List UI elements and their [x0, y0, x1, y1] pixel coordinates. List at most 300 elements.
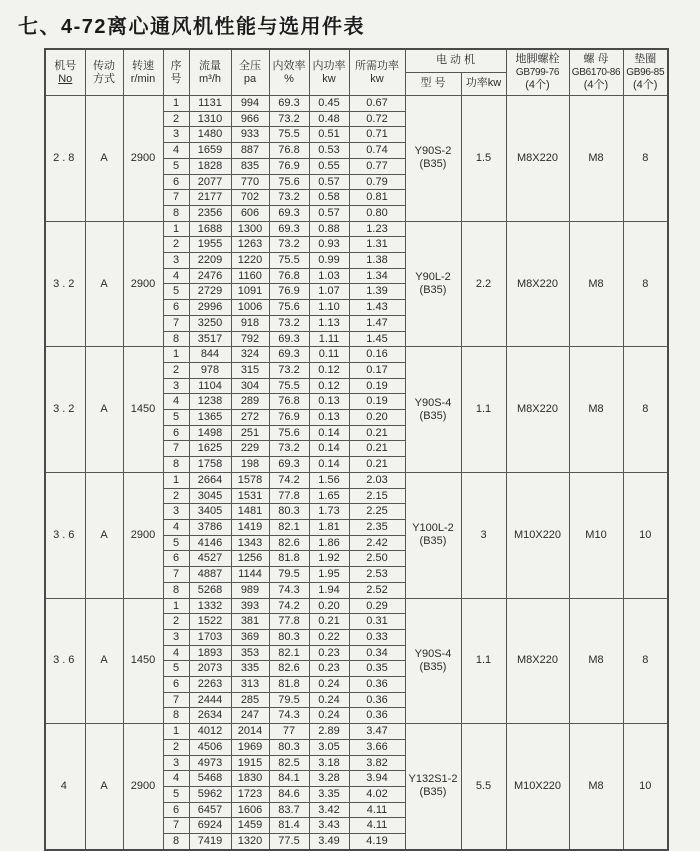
cell-seq: 6: [163, 677, 189, 693]
cell-inner-power: 0.22: [309, 629, 349, 645]
cell-seq: 2: [163, 362, 189, 378]
cell-efficiency: 82.6: [269, 661, 309, 677]
table-header: [45, 49, 668, 96]
col-header-pressure: 全压 pa: [231, 49, 269, 96]
col-header-seq: 序 号: [163, 49, 189, 96]
cell-efficiency: 69.3: [269, 96, 309, 112]
cell-pressure: 1459: [231, 818, 269, 834]
cell-flow: 4527: [189, 551, 231, 567]
cell-pressure: 353: [231, 645, 269, 661]
cell-efficiency: 82.5: [269, 755, 309, 771]
col-header-inner-power: 内功率 kw: [309, 49, 349, 96]
cell-required-power: 0.36: [349, 708, 405, 724]
cell-flow: 3250: [189, 315, 231, 331]
cell-flow: 1703: [189, 629, 231, 645]
cell-efficiency: 83.7: [269, 802, 309, 818]
cell-required-power: 4.11: [349, 802, 405, 818]
cell-seq: 8: [163, 205, 189, 221]
cell-drive-mode: A: [85, 472, 123, 598]
cell-seq: 8: [163, 708, 189, 724]
cell-seq: 1: [163, 96, 189, 112]
cell-pressure: 1144: [231, 567, 269, 583]
cell-anchor-bolt: M8X220: [506, 598, 569, 724]
cell-washer: 8: [623, 598, 668, 724]
cell-flow: 2356: [189, 205, 231, 221]
cell-efficiency: 69.3: [269, 347, 309, 363]
cell-efficiency: 74.2: [269, 598, 309, 614]
cell-pressure: 989: [231, 582, 269, 598]
col-header-efficiency: 内效率 %: [269, 49, 309, 96]
cell-inner-power: 0.99: [309, 253, 349, 269]
motor-model-line: Y90L-2: [415, 270, 451, 283]
cell-speed: 2900: [123, 472, 163, 598]
cell-inner-power: 1.92: [309, 551, 349, 567]
cell-required-power: 0.16: [349, 347, 405, 363]
cell-inner-power: 0.20: [309, 598, 349, 614]
cell-pressure: 229: [231, 441, 269, 457]
cell-motor-model: [405, 347, 461, 473]
cell-washer: 8: [623, 347, 668, 473]
cell-seq: 7: [163, 567, 189, 583]
cell-inner-power: 0.55: [309, 158, 349, 174]
motor-frame-line: (B35): [419, 409, 447, 422]
cell-efficiency: 81.8: [269, 551, 309, 567]
cell-efficiency: 77: [269, 724, 309, 740]
col-header-anchor-bolt: 地脚螺栓 GB799-76 (4个): [506, 49, 569, 96]
table-row: [45, 347, 668, 363]
cell-required-power: 0.35: [349, 661, 405, 677]
cell-seq: 8: [163, 582, 189, 598]
cell-inner-power: 1.94: [309, 582, 349, 598]
cell-pressure: 304: [231, 378, 269, 394]
cell-inner-power: 3.35: [309, 786, 349, 802]
cell-inner-power: 3.18: [309, 755, 349, 771]
cell-inner-power: 3.43: [309, 818, 349, 834]
cell-pressure: 335: [231, 661, 269, 677]
cell-seq: 2: [163, 111, 189, 127]
cell-pressure: 1256: [231, 551, 269, 567]
cell-required-power: 2.52: [349, 582, 405, 598]
cell-inner-power: 0.51: [309, 127, 349, 143]
cell-required-power: 0.71: [349, 127, 405, 143]
cell-flow: 1498: [189, 425, 231, 441]
cell-flow: 2664: [189, 472, 231, 488]
cell-pressure: 702: [231, 190, 269, 206]
cell-efficiency: 76.9: [269, 284, 309, 300]
cell-pressure: 247: [231, 708, 269, 724]
cell-motor-power: 3: [461, 472, 506, 598]
col-header-washer: 垫圈 GB96-85 (4个): [623, 49, 668, 96]
cell-efficiency: 80.3: [269, 739, 309, 755]
cell-efficiency: 76.9: [269, 158, 309, 174]
cell-required-power: 0.20: [349, 410, 405, 426]
cell-seq: 6: [163, 425, 189, 441]
cell-seq: 7: [163, 818, 189, 834]
cell-inner-power: 0.13: [309, 394, 349, 410]
cell-seq: 3: [163, 504, 189, 520]
cell-flow: 3517: [189, 331, 231, 347]
cell-efficiency: 69.3: [269, 221, 309, 237]
cell-flow: 1625: [189, 441, 231, 457]
cell-inner-power: 0.13: [309, 410, 349, 426]
cell-pressure: 2014: [231, 724, 269, 740]
cell-anchor-bolt: M8X220: [506, 96, 569, 222]
cell-flow: 2996: [189, 300, 231, 316]
cell-efficiency: 73.2: [269, 441, 309, 457]
col-header-nut: 螺 母 GB6170-86 (4个): [569, 49, 623, 96]
cell-required-power: 1.47: [349, 315, 405, 331]
cell-required-power: 4.19: [349, 834, 405, 850]
cell-efficiency: 77.8: [269, 614, 309, 630]
cell-flow: 2077: [189, 174, 231, 190]
cell-inner-power: 1.10: [309, 300, 349, 316]
cell-motor-model: [405, 724, 461, 850]
cell-nut: M8: [569, 221, 623, 347]
cell-nut: M8: [569, 347, 623, 473]
cell-seq: 1: [163, 724, 189, 740]
table-row: [45, 598, 668, 614]
cell-required-power: 0.21: [349, 441, 405, 457]
cell-inner-power: 0.58: [309, 190, 349, 206]
cell-pressure: 1531: [231, 488, 269, 504]
cell-flow: 1480: [189, 127, 231, 143]
cell-required-power: 0.19: [349, 378, 405, 394]
cell-efficiency: 73.2: [269, 111, 309, 127]
cell-seq: 3: [163, 127, 189, 143]
cell-seq: 1: [163, 347, 189, 363]
motor-model-line: Y90S-4: [414, 396, 452, 409]
col-header-drive-mode: 传动 方式: [85, 49, 123, 96]
cell-flow: 1758: [189, 457, 231, 473]
cell-flow: 1893: [189, 645, 231, 661]
cell-flow: 1828: [189, 158, 231, 174]
cell-pressure: 1006: [231, 300, 269, 316]
cell-seq: 1: [163, 472, 189, 488]
cell-seq: 7: [163, 315, 189, 331]
cell-pressure: 285: [231, 692, 269, 708]
cell-flow: 2177: [189, 190, 231, 206]
cell-pressure: 1300: [231, 221, 269, 237]
cell-seq: 8: [163, 331, 189, 347]
cell-flow: 1104: [189, 378, 231, 394]
cell-pressure: 1343: [231, 535, 269, 551]
cell-pressure: 835: [231, 158, 269, 174]
cell-efficiency: 69.3: [269, 205, 309, 221]
cell-drive-mode: A: [85, 221, 123, 347]
cell-pressure: 381: [231, 614, 269, 630]
cell-nut: M8: [569, 96, 623, 222]
cell-efficiency: 75.6: [269, 425, 309, 441]
cell-inner-power: 3.05: [309, 739, 349, 755]
cell-pressure: 606: [231, 205, 269, 221]
cell-seq: 5: [163, 410, 189, 426]
cell-pressure: 770: [231, 174, 269, 190]
cell-pressure: 289: [231, 394, 269, 410]
cell-required-power: 2.25: [349, 504, 405, 520]
cell-nut: M8: [569, 598, 623, 724]
cell-seq: 6: [163, 551, 189, 567]
cell-seq: 8: [163, 834, 189, 850]
motor-model-line: Y132S1-2: [408, 773, 458, 786]
cell-inner-power: 2.89: [309, 724, 349, 740]
cell-pressure: 198: [231, 457, 269, 473]
table-row: [45, 221, 668, 237]
cell-speed: 2900: [123, 221, 163, 347]
cell-pressure: 315: [231, 362, 269, 378]
cell-inner-power: 3.28: [309, 771, 349, 787]
cell-flow: 4887: [189, 567, 231, 583]
cell-flow: 2729: [189, 284, 231, 300]
cell-efficiency: 76.8: [269, 268, 309, 284]
cell-flow: 1659: [189, 143, 231, 159]
col-header-speed: 转速 r/min: [123, 49, 163, 96]
cell-anchor-bolt: M8X220: [506, 347, 569, 473]
cell-motor-model: [405, 221, 461, 347]
cell-anchor-bolt: M10X220: [506, 472, 569, 598]
cell-motor-power: 5.5: [461, 724, 506, 850]
motor-frame-line: (B35): [419, 535, 447, 548]
cell-seq: 3: [163, 629, 189, 645]
cell-anchor-bolt: M10X220: [506, 724, 569, 850]
cell-required-power: 2.03: [349, 472, 405, 488]
cell-flow: 1310: [189, 111, 231, 127]
cell-nut: M8: [569, 724, 623, 850]
cell-inner-power: 3.49: [309, 834, 349, 850]
cell-speed: 1450: [123, 347, 163, 473]
cell-inner-power: 0.57: [309, 174, 349, 190]
cell-drive-mode: A: [85, 96, 123, 222]
cell-flow: 5468: [189, 771, 231, 787]
cell-seq: 5: [163, 786, 189, 802]
cell-pressure: 1578: [231, 472, 269, 488]
cell-efficiency: 76.8: [269, 143, 309, 159]
cell-required-power: 4.02: [349, 786, 405, 802]
cell-efficiency: 81.4: [269, 818, 309, 834]
cell-seq: 3: [163, 378, 189, 394]
cell-flow: 2476: [189, 268, 231, 284]
cell-speed: 2900: [123, 96, 163, 222]
motor-model-line: Y90S-2: [414, 145, 452, 158]
cell-pressure: 1723: [231, 786, 269, 802]
cell-fan-no: 3.6: [45, 598, 85, 724]
cell-seq: 4: [163, 519, 189, 535]
cell-seq: 3: [163, 253, 189, 269]
cell-seq: 6: [163, 300, 189, 316]
cell-required-power: 0.67: [349, 96, 405, 112]
cell-pressure: 1320: [231, 834, 269, 850]
cell-seq: 2: [163, 237, 189, 253]
cell-fan-no: 3.2: [45, 347, 85, 473]
cell-inner-power: 1.65: [309, 488, 349, 504]
cell-seq: 5: [163, 535, 189, 551]
cell-washer: 10: [623, 724, 668, 850]
cell-inner-power: 0.48: [309, 111, 349, 127]
cell-pressure: 966: [231, 111, 269, 127]
cell-inner-power: 0.23: [309, 661, 349, 677]
cell-washer: 8: [623, 221, 668, 347]
motor-frame-line: (B35): [419, 283, 447, 296]
cell-required-power: 0.72: [349, 111, 405, 127]
cell-inner-power: 0.57: [309, 205, 349, 221]
cell-required-power: 0.74: [349, 143, 405, 159]
cell-efficiency: 73.2: [269, 362, 309, 378]
cell-motor-model: [405, 598, 461, 724]
cell-inner-power: 0.24: [309, 708, 349, 724]
cell-inner-power: 3.42: [309, 802, 349, 818]
cell-seq: 2: [163, 488, 189, 504]
cell-pressure: 272: [231, 410, 269, 426]
cell-efficiency: 80.3: [269, 504, 309, 520]
cell-inner-power: 0.23: [309, 645, 349, 661]
motor-model-line: Y100L-2: [412, 522, 454, 535]
cell-inner-power: 1.03: [309, 268, 349, 284]
cell-pressure: 1969: [231, 739, 269, 755]
cell-flow: 2263: [189, 677, 231, 693]
motor-model-line: Y90S-4: [414, 647, 452, 660]
cell-efficiency: 82.1: [269, 519, 309, 535]
cell-pressure: 1160: [231, 268, 269, 284]
cell-efficiency: 75.5: [269, 127, 309, 143]
cell-inner-power: 1.56: [309, 472, 349, 488]
motor-frame-line: (B35): [419, 158, 447, 171]
cell-flow: 6924: [189, 818, 231, 834]
cell-efficiency: 75.5: [269, 378, 309, 394]
cell-required-power: 3.94: [349, 771, 405, 787]
cell-efficiency: 80.3: [269, 629, 309, 645]
cell-inner-power: 1.07: [309, 284, 349, 300]
cell-flow: 3045: [189, 488, 231, 504]
header-row-1: [45, 49, 668, 73]
cell-required-power: 0.31: [349, 614, 405, 630]
cell-inner-power: 0.24: [309, 677, 349, 693]
cell-inner-power: 1.11: [309, 331, 349, 347]
cell-seq: 5: [163, 158, 189, 174]
cell-flow: 1238: [189, 394, 231, 410]
cell-pressure: 251: [231, 425, 269, 441]
cell-inner-power: 0.53: [309, 143, 349, 159]
cell-efficiency: 74.3: [269, 708, 309, 724]
cell-seq: 2: [163, 739, 189, 755]
cell-efficiency: 81.8: [269, 677, 309, 693]
table-row: [45, 96, 668, 112]
cell-anchor-bolt: M8X220: [506, 221, 569, 347]
cell-flow: 4146: [189, 535, 231, 551]
cell-pressure: 1419: [231, 519, 269, 535]
cell-pressure: 887: [231, 143, 269, 159]
cell-fan-no: 4: [45, 724, 85, 850]
motor-frame-line: (B35): [419, 660, 447, 673]
cell-seq: 4: [163, 771, 189, 787]
cell-fan-no: 3.2: [45, 221, 85, 347]
cell-required-power: 2.50: [349, 551, 405, 567]
cell-motor-power: 1.5: [461, 96, 506, 222]
cell-required-power: 0.34: [349, 645, 405, 661]
cell-pressure: 1915: [231, 755, 269, 771]
cell-seq: 6: [163, 802, 189, 818]
cell-pressure: 1606: [231, 802, 269, 818]
cell-flow: 2634: [189, 708, 231, 724]
cell-efficiency: 74.2: [269, 472, 309, 488]
cell-seq: 2: [163, 614, 189, 630]
cell-efficiency: 73.2: [269, 190, 309, 206]
cell-efficiency: 82.1: [269, 645, 309, 661]
cell-efficiency: 69.3: [269, 331, 309, 347]
cell-inner-power: 0.21: [309, 614, 349, 630]
cell-flow: 3405: [189, 504, 231, 520]
cell-required-power: 0.79: [349, 174, 405, 190]
cell-flow: 844: [189, 347, 231, 363]
cell-required-power: 2.35: [349, 519, 405, 535]
cell-efficiency: 73.2: [269, 237, 309, 253]
cell-required-power: 0.17: [349, 362, 405, 378]
cell-pressure: 1481: [231, 504, 269, 520]
cell-nut: M10: [569, 472, 623, 598]
cell-flow: 4506: [189, 739, 231, 755]
cell-pressure: 1263: [231, 237, 269, 253]
cell-efficiency: 79.5: [269, 692, 309, 708]
cell-required-power: 1.23: [349, 221, 405, 237]
cell-required-power: 1.31: [349, 237, 405, 253]
page-title: 七、4-72离心通风机性能与选用件表: [18, 16, 366, 38]
cell-pressure: 1220: [231, 253, 269, 269]
cell-seq: 4: [163, 268, 189, 284]
cell-drive-mode: A: [85, 598, 123, 724]
cell-efficiency: 82.6: [269, 535, 309, 551]
cell-washer: 8: [623, 96, 668, 222]
cell-seq: 7: [163, 692, 189, 708]
cell-flow: 2209: [189, 253, 231, 269]
cell-flow: 5962: [189, 786, 231, 802]
cell-flow: 6457: [189, 802, 231, 818]
cell-seq: 1: [163, 598, 189, 614]
cell-seq: 4: [163, 143, 189, 159]
cell-inner-power: 1.73: [309, 504, 349, 520]
cell-inner-power: 0.24: [309, 692, 349, 708]
cell-efficiency: 74.3: [269, 582, 309, 598]
cell-efficiency: 75.5: [269, 253, 309, 269]
cell-flow: 4012: [189, 724, 231, 740]
cell-flow: 978: [189, 362, 231, 378]
cell-required-power: 3.66: [349, 739, 405, 755]
fan-performance-table: [44, 48, 669, 851]
cell-flow: 7419: [189, 834, 231, 850]
col-header-motor-model: 型 号: [405, 73, 461, 96]
cell-pressure: 994: [231, 96, 269, 112]
cell-required-power: 0.77: [349, 158, 405, 174]
cell-inner-power: 1.86: [309, 535, 349, 551]
cell-flow: 1522: [189, 614, 231, 630]
cell-washer: 10: [623, 472, 668, 598]
col-header-required-power: 所需功率 kw: [349, 49, 405, 96]
cell-speed: 2900: [123, 724, 163, 850]
cell-required-power: 1.38: [349, 253, 405, 269]
col-header-motor-group: 电 动 机: [405, 49, 506, 73]
cell-flow: 3786: [189, 519, 231, 535]
cell-flow: 1365: [189, 410, 231, 426]
cell-seq: 3: [163, 755, 189, 771]
cell-inner-power: 0.12: [309, 362, 349, 378]
cell-inner-power: 0.93: [309, 237, 349, 253]
cell-seq: 7: [163, 190, 189, 206]
table-body: [45, 96, 668, 850]
cell-flow: 1332: [189, 598, 231, 614]
cell-seq: 6: [163, 174, 189, 190]
cell-pressure: 369: [231, 629, 269, 645]
cell-required-power: 2.42: [349, 535, 405, 551]
cell-flow: 2073: [189, 661, 231, 677]
cell-required-power: 2.15: [349, 488, 405, 504]
cell-pressure: 313: [231, 677, 269, 693]
